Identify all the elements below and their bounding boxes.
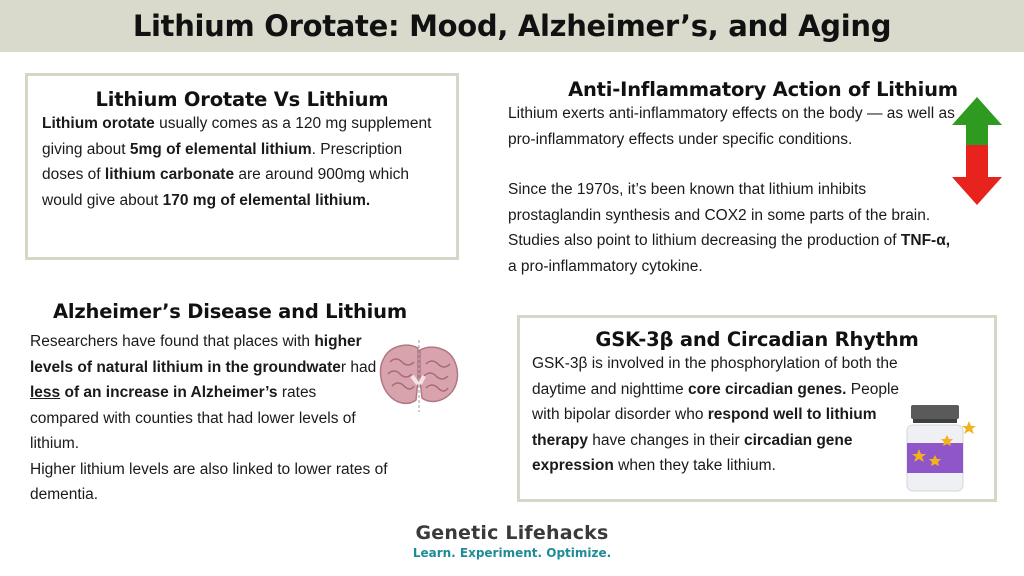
inflammatory-title: Anti-Inflammatory Action of Lithium xyxy=(568,78,958,101)
orotate-text-4: . Prescription doses of xyxy=(42,140,403,183)
alz-bold-2: higher levels of natural lithium in the groundwate xyxy=(30,333,362,376)
orotate-bold-5: lithium carbonate xyxy=(104,166,235,183)
orotate-box xyxy=(25,73,459,260)
inflammatory-bold-tnf: TNF-α, xyxy=(900,232,951,249)
alz-text-6: rates compared with counties that had lower levels of lithium. xyxy=(30,384,356,452)
title-bar xyxy=(0,0,1024,52)
alzheimers-para-2: Higher lithium levels are also linked to lower rates of dementia. xyxy=(30,460,388,503)
orotate-bold-3: 5mg of elemental lithium xyxy=(129,140,312,158)
gsk-text-1: GSK-3β is involved in the phosphorylation of both the daytime and nighttime xyxy=(532,355,898,398)
gsk-text xyxy=(532,351,907,479)
page-title: Lithium Orotate: Mood, Alzheimer’s, and Aging xyxy=(132,9,892,43)
alz-text-3: r had xyxy=(340,358,377,376)
down-arrow-icon xyxy=(952,145,1002,205)
inflammatory-text-c: a pro-inflammatory cytokine. xyxy=(508,257,703,275)
orotate-text xyxy=(42,111,442,213)
inflammatory-section xyxy=(508,78,978,279)
orotate-bold-1: Lithium orotate xyxy=(42,115,155,132)
alz-bold-less: less xyxy=(30,384,61,401)
brand-logo: Genetic Lifehacks xyxy=(415,522,609,544)
gsk-text-3: People with bipolar disorder who xyxy=(532,380,900,423)
alzheimers-section xyxy=(30,300,430,508)
gsk-bold-4: respond well to lithium therapy xyxy=(532,406,877,449)
gsk-text-5: have changes in their xyxy=(588,431,744,449)
gsk-bold-2: core circadian genes. xyxy=(687,380,847,398)
alz-text-1: Researchers have found that places with xyxy=(30,333,315,350)
gsk-bold-6: circadian gene expression xyxy=(532,431,853,474)
gsk-text-7: when they take lithium. xyxy=(613,457,776,474)
inflammatory-text-a: Since the 1970s, it’s been known that lithium inhibits prostaglandin synthesis and COX2 in some parts of the brain. Studies also point to lithium decreasing the production of xyxy=(508,181,931,249)
inflammatory-para-2 xyxy=(508,177,958,279)
alzheimers-title: Alzheimer’s Disease and Lithium xyxy=(53,300,407,323)
alz-bold-5: of an increase in Alzheimer’s xyxy=(60,384,278,401)
brand-tagline: Learn. Experiment. Optimize. xyxy=(412,546,612,560)
orotate-text-6: are around 900mg which would give about xyxy=(42,166,410,209)
gsk-title: GSK-3β and Circadian Rhythm xyxy=(595,328,919,351)
inflammatory-para-1: Lithium exerts anti-inflammatory effects on the body — as well as pro-inflammatory effects under specific conditions. xyxy=(508,105,955,148)
orotate-title: Lithium Orotate Vs Lithium xyxy=(95,88,389,111)
brain-icon xyxy=(378,340,460,412)
orotate-text-2: usually comes as a 120 mg supplement giving about xyxy=(42,115,432,158)
footer xyxy=(0,522,1024,560)
supplement-jar-icon xyxy=(905,405,985,495)
alzheimers-para-1 xyxy=(30,329,385,457)
orotate-bold-7: 170 mg of elemental lithium. xyxy=(162,191,371,209)
